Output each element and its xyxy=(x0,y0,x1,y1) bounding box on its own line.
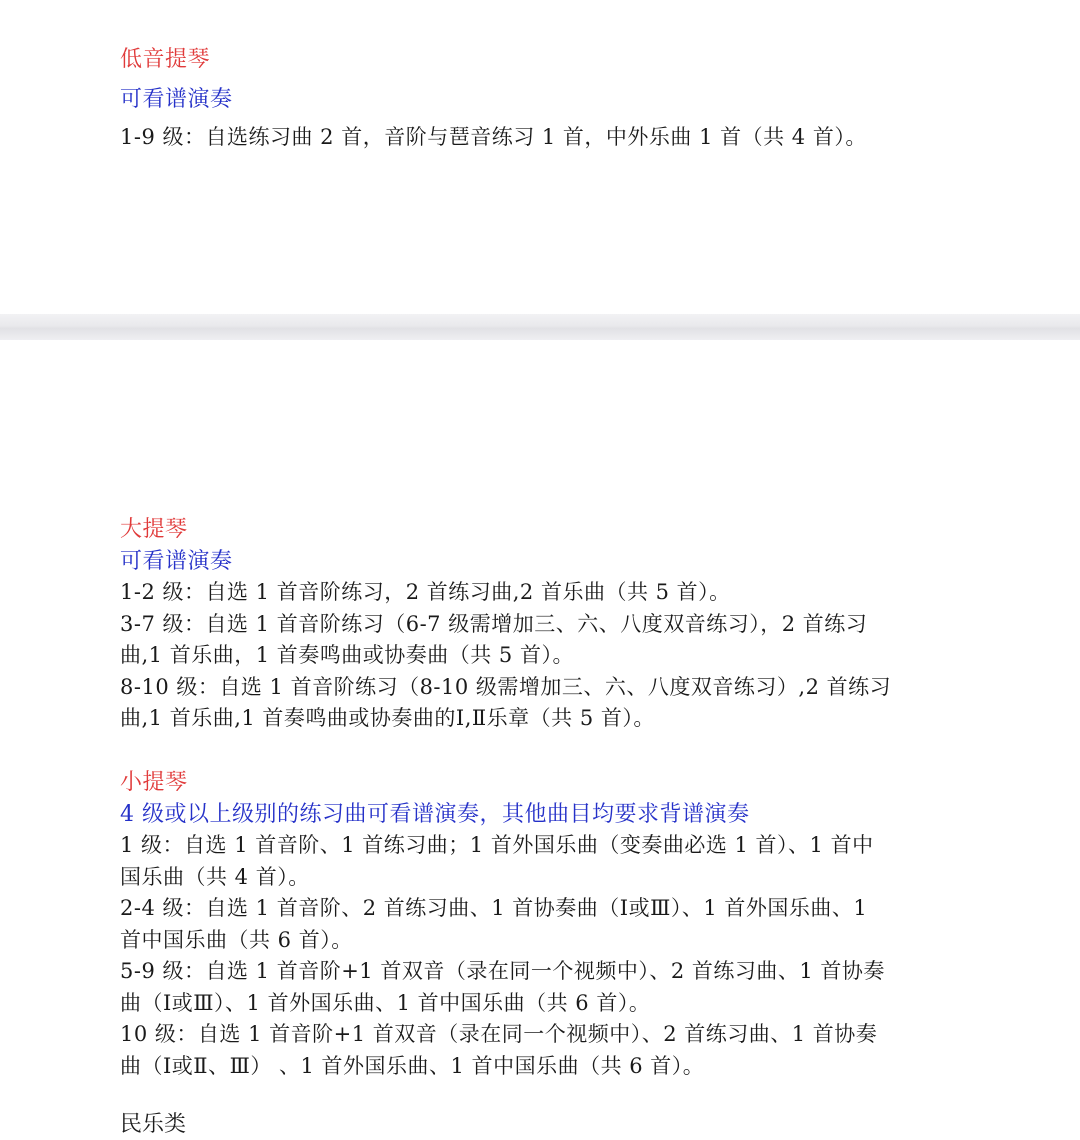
requirement-line: 曲（Ⅰ或Ⅲ）、1 首外国乐曲、1 首中国乐曲（共 6 首）。 xyxy=(120,990,651,1015)
requirement-line: 曲,1 首乐曲，1 首奏鸣曲或协奏曲（共 5 首）。 xyxy=(120,643,574,667)
requirement-line: 1-9 级：自选练习曲 2 首，音阶与琶音练习 1 首，中外乐曲 1 首（共 4 首）。 xyxy=(120,125,867,149)
requirement-line: 首中国乐曲（共 6 首）。 xyxy=(120,927,353,952)
requirement-line: 曲,1 首乐曲,1 首奏鸣曲或协奏曲的Ⅰ,Ⅱ乐章（共 5 首）。 xyxy=(120,706,655,730)
requirement-line: 5-9 级：自选 1 首音阶+1 首双音（录在同一个视频中）、2 首练习曲、1 首协奏 xyxy=(120,959,885,983)
requirement-line: 1 级：自选 1 首音阶、1 首练习曲；1 首外国乐曲（变奏曲必选 1 首）、1 首中 xyxy=(120,833,874,857)
next-section-heading-cut: 民乐类 xyxy=(120,1112,187,1137)
document-page-top xyxy=(0,0,1080,314)
section-cello xyxy=(120,514,980,735)
requirement-line: 2-4 级：自选 1 首音阶、2 首练习曲、1 首协奏曲（Ⅰ或Ⅲ）、1 首外国乐曲、1 xyxy=(120,896,868,920)
section-double-bass xyxy=(120,44,980,154)
page-separator xyxy=(0,314,1080,340)
requirement-line: 10 级：自选 1 首音阶+1 首双音（录在同一个视频中）、2 首练习曲、1 首协奏 xyxy=(120,1022,878,1046)
requirement-line: 3-7 级：自选 1 首音阶练习（6-7 级需增加三、六、八度双音练习），2 首练习 xyxy=(120,611,868,636)
requirement-line: 曲（Ⅰ或Ⅱ、Ⅲ） 、1 首外国乐曲、1 首中国乐曲（共 6 首）。 xyxy=(120,1053,705,1078)
section-subtitle: 可看谱演奏 xyxy=(120,548,233,574)
section-violin xyxy=(120,767,980,1082)
requirement-line: 国乐曲（共 4 首）。 xyxy=(120,864,310,889)
requirement-line: 8-10 级：自选 1 首音阶练习（8-10 级需增加三、六、八度双音练习）,2 首练习 xyxy=(120,674,892,699)
section-subtitle: 可看谱演奏 xyxy=(120,86,233,112)
requirement-line: 1-2 级：自选 1 首音阶练习，2 首练习曲,2 首乐曲（共 5 首）。 xyxy=(120,580,731,604)
section-subtitle: 4 级或以上级别的练习曲可看谱演奏，其他曲目均要求背谱演奏 xyxy=(120,801,750,827)
document-page-bottom xyxy=(0,340,1080,1124)
section-title: 低音提琴 xyxy=(120,47,211,72)
section-title: 大提琴 xyxy=(120,517,188,542)
section-title: 小提琴 xyxy=(120,770,188,795)
